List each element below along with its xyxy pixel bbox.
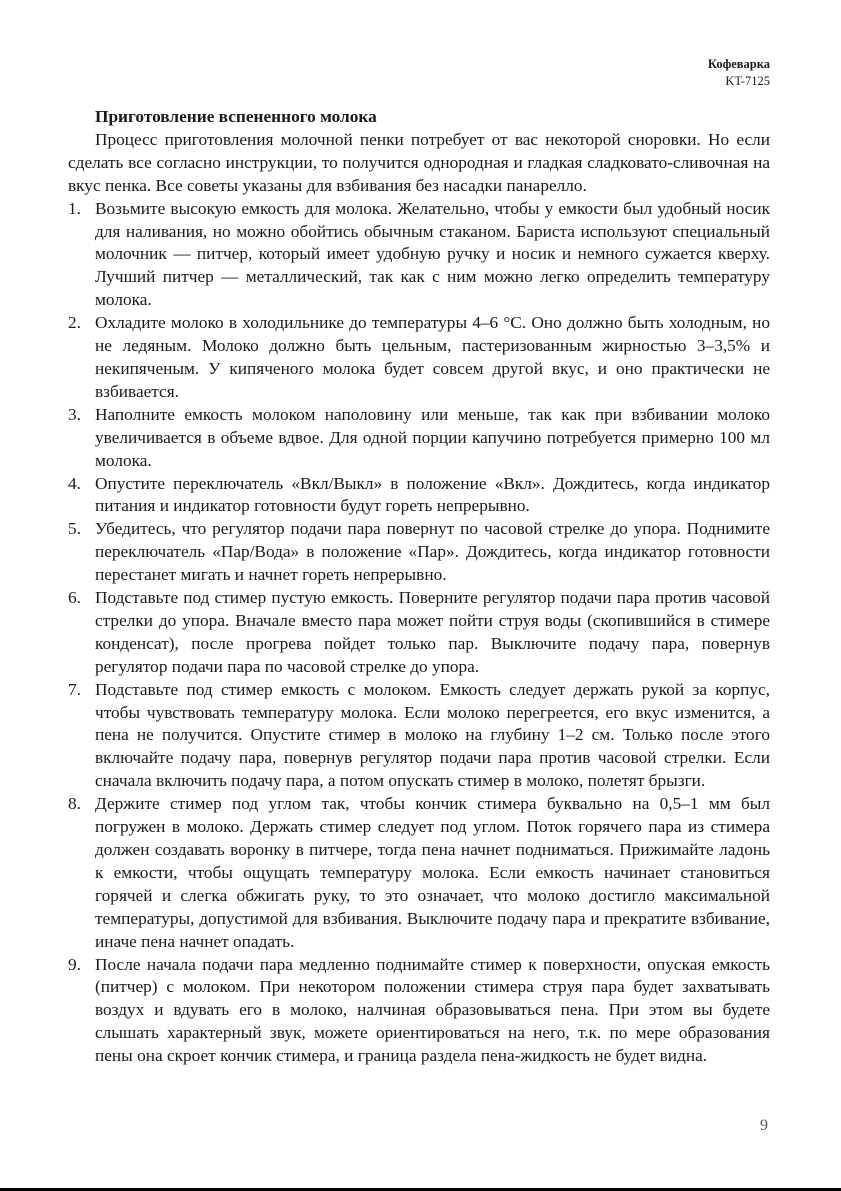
section-title: Приготовление вспененного молока [95,107,377,126]
step-number: 7. [68,679,81,699]
step-text: Держите стимер под углом так, чтобы кончик стимера буквально на 0,5–1 мм был погружен в молоко. Держать стимер следует под углом. Поток горячего пара из стимера должен создавать воронку в питчере, тогда пена начнет подниматься. Прижимайте ладонь к емкости, чтобы ощущать температуру молока. Если емкость начинает становиться горячей и слегка обжигать руку, то это означает, что молоко достигло максимальной температуры, допустимой для взбивания. Выключите подачу пара и прекратите взбивание, иначе пена начнет опадать. [95,794,770,951]
step-5 [68,518,770,587]
step-number: 6. [68,588,81,608]
step-1 [68,198,770,313]
product-name: Кофеварка [707,57,770,71]
page-number: 9 [760,1117,768,1134]
step-text: Подставьте под стимер пустую емкость. Поверните регулятор подачи пара против часовой стрелки до упора. Вначале вместо пара может пойти струя воды (скопившийся в стимере конденсат), после прогрева пойдет только пар. Выключите подачу пара, повернув регулятор подачи пара по часовой стрелке до упора. [95,588,770,676]
step-number: 4. [68,473,81,493]
step-9 [68,954,770,1069]
page-content [68,106,770,1068]
step-number: 3. [68,404,81,424]
step-3 [68,404,770,473]
step-number: 2. [68,313,81,333]
step-8 [68,793,770,953]
step-text: Охладите молоко в холодильнике до температуры 4–6 °С. Оно должно быть холодным, но не ледяным. Молоко должно быть цельным, пастеризованным жирностью 3–3,5% и некипяченым. У кипяченого молока будет совсем другой вкус, и оно практически не взбивается. [95,313,770,401]
step-text: Подставьте под стимер емкость с молоком. Емкость следует держать рукой за корпус, чтобы чувствовать температуру молока. Если молоко перегреется, его вкус изменится, а пена не получится. Опустите стимер в молоко на глубину 1–2 см. Только после этого включайте подачу пара, повернув регулятор подачи пара против часовой стрелки. Если сначала включить подачу пара, а потом опускать стимер в молоко, полетят брызги. [95,679,770,791]
step-2 [68,312,770,404]
step-6 [68,587,770,679]
instruction-steps [68,198,770,1068]
page-header [708,56,770,90]
step-number: 9. [68,954,81,974]
step-text: Убедитесь, что регулятор подачи пара повернут по часовой стрелке до упора. Поднимите переключатель «Пар/Вода» в положение «Пар». Дождитесь, когда индикатор готовности перестанет мигать и начнет гореть непрерывно. [95,519,770,585]
step-4 [68,473,770,519]
model-number: KT-7125 [725,74,770,88]
step-text: После начала подачи пара медленно поднимайте стимер к поверхности, опуская емкость (питчер) с молоком. При некотором положении стимера струя пара будет захватывать воздух и вдувать его в молоко, налчиная образовываться пена. При этом вы будете слышать характерный звук, можете ориентироваться на него, т.к. по мере образования пены она скроет кончик стимера, и граница раздела пена-жидкость не будет видна. [95,954,770,1066]
step-number: 5. [68,519,81,539]
step-text: Возьмите высокую емкость для молока. Желательно, чтобы у емкости был удобный носик для наливания, но можно обойтись обычным стаканом. Бариста используют специальный молочник — питчер, который имеет удобную ручку и носик и немного сужается кверху. Лучший питчер — металлический, так как с ним можно легко определить температуру молока. [95,198,770,310]
intro-paragraph: Процесс приготовления молочной пенки потребует от вас некоторой сноровки. Но если сделать все согласно инструкции, то получится однородная и гладкая сладковато-сливочная на вкус пенка. Все советы указаны для взбивания без насадки панарелло. [68,129,770,195]
step-text: Опустите переключатель «Вкл/Выкл» в положение «Вкл». Дождитесь, когда индикатор питания и индикатор готовности будут гореть непрерывно. [95,473,770,516]
step-7 [68,679,770,794]
step-number: 8. [68,794,81,814]
step-text: Наполните емкость молоком наполовину или меньше, так как при взбивании молоко увеличивается в объеме вдвое. Для одной порции капучино потребуется примерно 100 мл молока. [95,404,770,470]
step-number: 1. [68,198,81,218]
